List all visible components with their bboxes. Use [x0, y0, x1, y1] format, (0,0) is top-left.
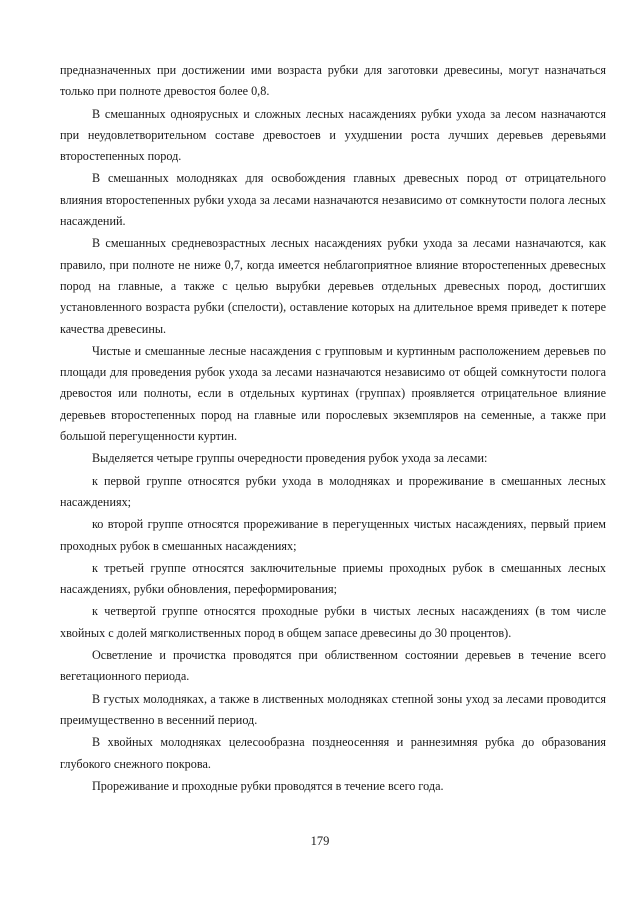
list-item-group-1: к первой группе относятся рубки ухода в молодняках и прореживание в смешанных лесных насаждениях;	[60, 473, 606, 509]
paragraph: В хвойных молодняках целесообразна позднеосенняя и раннезимняя рубка до образования глубокого снежного покрова.	[60, 735, 606, 771]
paragraph: Чистые и смешанные лесные насаждения с групповым и куртинным расположением деревьев по площади для проведения рубок ухода за лесами назначаются независимо от общей сомкнутости полога древостоя или полноты, если в отдельных куртинах (группах) проявляется отрицательное влияние деревьев второстепенных пород на главные или порослевых экземпляров на семенные, а также при большой перегущенности куртин.	[60, 343, 606, 444]
list-item-group-3: к третьей группе относятся заключительные приемы проходных рубок в смешанных лесных насаждениях, рубки обновления, переформирования;	[60, 560, 606, 597]
paragraph: Прореживание и проходные рубки проводятся в течение всего года.	[92, 778, 444, 793]
page-number: 179	[310, 834, 330, 848]
paragraph-continuation: предназначенных при достижении ими возраста рубки для заготовки древесины, могут назначаться только при полноте древостоя более 0,8.	[60, 63, 606, 99]
paragraph: В смешанных одноярусных и сложных лесных насаждениях рубки ухода за лесом назначаются при неудовлетворительном составе древостоев и ухудшении роста лучших деревьев деревьями второстепенных пород.	[60, 106, 606, 164]
body-text	[60, 60, 606, 798]
list-item-group-2: ко второй группе относятся прореживание в перегущенных чистых насаждениях, первый прием проходных рубок в смешанных насаждениях;	[60, 517, 606, 553]
list-item-group-4: к четвертой группе относятся проходные рубки в чистых лесных насаждениях (в том числе хвойных с долей мягколиственных пород в общем запасе древесины до 30 процентов).	[60, 604, 606, 640]
paragraph: В густых молодняках, а также в лиственных молодняках степной зоны уход за лесами проводится преимущественно в весенний период.	[60, 691, 606, 727]
paragraph: Осветление и прочистка проводятся при облиственном состоянии деревьев в течение всего вегетационного периода.	[60, 648, 606, 684]
paragraph: Выделяется четыре группы очередности проведения рубок ухода за лесами:	[92, 451, 488, 466]
paragraph: В смешанных молодняках для освобождения главных древесных пород от отрицательного влияния второстепенных рубки ухода за лесами назначаются независимо от сомкнутости полога лесных насаждений.	[60, 171, 606, 229]
paragraph: В смешанных средневозрастных лесных насаждениях рубки ухода за лесами назначаются, как правило, при полноте не ниже 0,7, когда имеется неблагоприятное влияние второстепенных древесных пород на главные, а также с целью вырубки деревьев отдельных древесных пород, достигших установленного возраста рубки (спелости), оставление которых на длительное время приведет к потере качества древесины.	[60, 236, 606, 336]
